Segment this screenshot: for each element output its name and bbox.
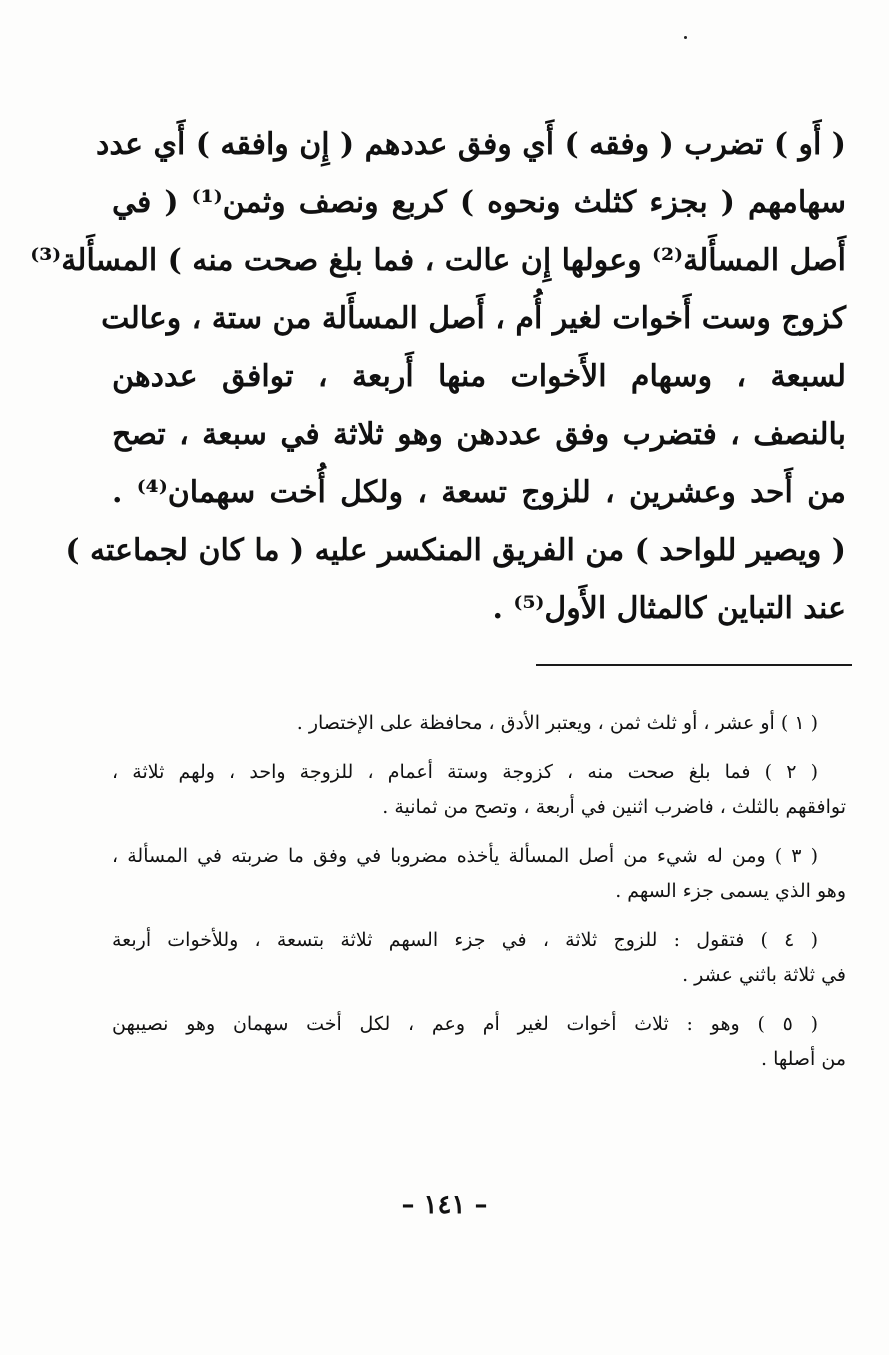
footnotes-block bbox=[112, 706, 846, 1091]
footnote-1 bbox=[112, 706, 846, 741]
main-text-line: من أَحد وعشرين ، للزوج تسعة ، ولكل أُخت سهمان⁽⁴⁾ . bbox=[112, 475, 846, 510]
footnote-line: ( ٤ ) فتقول : للزوج ثلاثة ، في جزء السهم ثلاثة بتسعة ، وللأخوات أربعة bbox=[112, 929, 818, 951]
footnote-line: وهو الذي يسمى جزء السهم . bbox=[615, 880, 846, 902]
main-text-line: ( ويصير للواحد ) من الفريق المنكسر عليه ( ما كان لجماعته ) bbox=[65, 533, 846, 568]
page-number: – ١٤١ – bbox=[401, 1190, 488, 1220]
footnote-line: ( ٥ ) وهو : ثلاث أخوات لغير أم وعم ، لكل أخت سهمان وهو نصيبهن bbox=[112, 1013, 818, 1035]
footnote-line: ( ٣ ) ومن له شيء من أصل المسألة يأخذه مضروبا في وفق ما ضربته في المسألة ، bbox=[112, 845, 818, 867]
main-text-block bbox=[30, 116, 846, 638]
scan-speck bbox=[684, 36, 687, 39]
main-text-line: أَصل المسأَلة⁽²⁾ وعولها إِن عالت ، فما بلغ صحت منه ) المسأَلة⁽³⁾ bbox=[30, 243, 846, 278]
footnote-line: ( ٢ ) فما بلغ صحت منه ، كزوجة وستة أعمام ، للزوجة واحد ، ولهم ثلاثة ، bbox=[112, 761, 819, 783]
footnote-4 bbox=[112, 923, 846, 993]
footnote-line: توافقهم بالثلث ، فاضرب اثنين في أربعة ، وتصح من ثمانية . bbox=[382, 796, 846, 818]
main-text-line: لسبعة ، وسهام الأَخوات منها أَربعة ، توافق عددهن bbox=[112, 359, 846, 394]
main-text-line: بالنصف ، فتضرب وفق عددهن وهو ثلاثة في سبعة ، تصح bbox=[112, 417, 846, 452]
main-text-line: عند التباين كالمثال الأَول⁽⁵⁾ . bbox=[492, 591, 846, 626]
footnote-5 bbox=[112, 1007, 846, 1077]
footnote-line: في ثلاثة باثني عشر . bbox=[682, 964, 846, 986]
footnote-2 bbox=[112, 755, 846, 825]
footnote-3 bbox=[112, 839, 846, 909]
footnote-divider bbox=[536, 664, 852, 666]
footnote-line: من أصلها . bbox=[760, 1048, 846, 1070]
main-text-line: كزوج وست أَخوات لغير أُم ، أَصل المسأَلة من ستة ، وعالت bbox=[101, 301, 846, 336]
main-text-line: سهامهم ( بجزء كثلث ونحوه ) كربع ونصف وثمن⁽¹⁾ ( في bbox=[112, 185, 846, 220]
main-text-line: ( أَو ) تضرب ( وفقه ) أَي وفق عددهم ( إِن وافقه ) أَي عدد bbox=[96, 127, 846, 162]
footnote-line: ( ١ ) أو عشر ، أو ثلث ثمن ، ويعتبر الأدق ، محافظة على الإختصار . bbox=[296, 712, 818, 734]
